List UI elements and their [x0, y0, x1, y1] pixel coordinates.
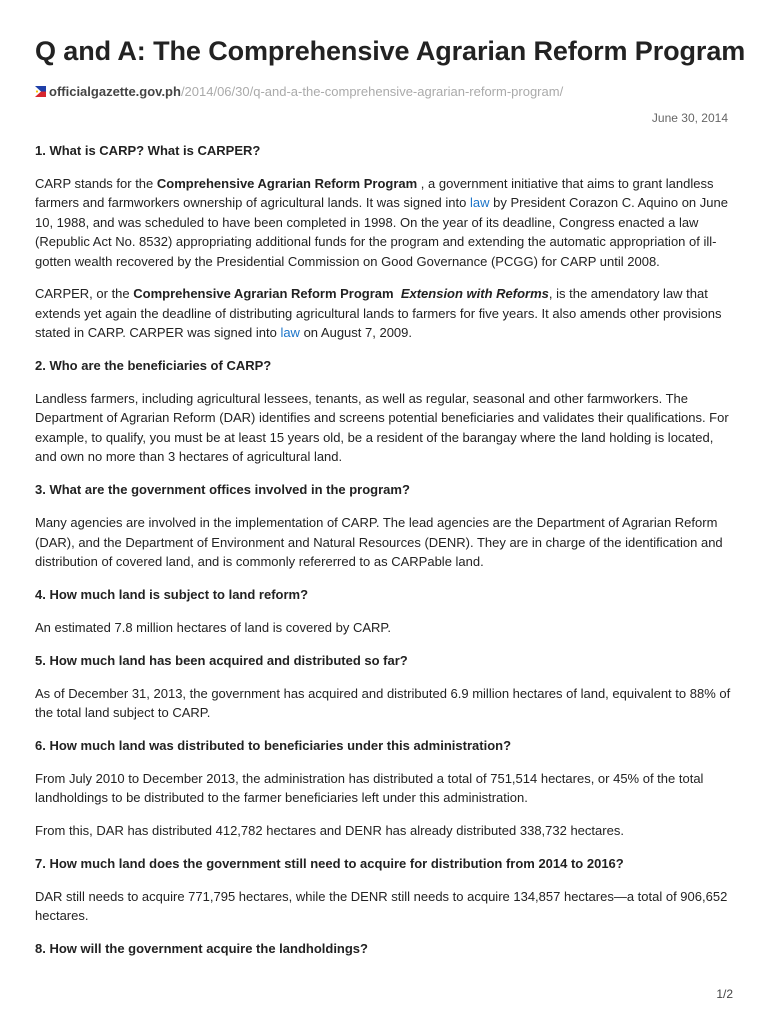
question-heading: 4. How much land is subject to land reform? — [35, 586, 309, 602]
question-heading: 5. How much land has been acquired and distributed so far? — [35, 652, 408, 668]
law-link[interactable]: law — [280, 325, 300, 341]
question-heading: 1. What is CARP? What is CARPER? — [35, 143, 261, 158]
source-path-link[interactable]: /2014/06/30/q-and-a-the-comprehensive-agrarian-reform-program/ — [180, 84, 564, 99]
answer-text: on August 7, 2009. — [299, 325, 412, 341]
answer-paragraph: From July 2010 to December 2013, the administration has distributed a total of 751,514 hectares, or 45% of the total landholdings to be distributed to the farmer beneficiaries left under this administration. — [35, 770, 704, 806]
answer-paragraph: As of December 31, 2013, the government has acquired and distributed 6.9 million hectares of land, equivalent to 88% of the total land subject to CARP. — [35, 685, 731, 720]
answer-paragraph — [35, 284, 735, 342]
answer-text: , a government initiative that aims to grant landless farmers and farmworkers ownership of agricultural lands. It was signed into — [35, 175, 714, 211]
article-body — [35, 141, 735, 972]
question-heading: 3. What are the government offices involved in the program? — [35, 482, 410, 498]
answer-paragraph: From this, DAR has distributed 412,782 hectares and DENR has already distributed 338,732 hectares. — [35, 823, 624, 839]
answer-text: by President Corazon C. Aquino on June 10, 1988, and was scheduled to have been completed in 1998. On the year of its deadline, Congress enacted a law (Republic Act No. 8532) appropriating additional funds for the program and extending the automatic appropriation of ill-gotten wealth recovered by the Presidential Commission on Good Governance (PCGG) for CARP until 2008. — [35, 195, 728, 269]
answer-text: CARP stands for the — [35, 175, 157, 191]
philippine-flag-icon — [35, 85, 46, 96]
question-heading: 8. How will the government acquire the landholdings? — [35, 941, 368, 957]
source-line — [35, 84, 563, 99]
page-title: Q and A: The Comprehensive Agrarian Reform Program — [35, 36, 746, 66]
answer-paragraph: DAR still needs to acquire 771,795 hectares, while the DENR still needs to acquire 134,857 hectares—a total of 906,652 hectares. — [35, 888, 728, 924]
answer-paragraph: Many agencies are involved in the implementation of CARP. The lead agencies are the Department of Agrarian Reform (DAR), and the Department of Environment and Natural Resources (DENR). They are in charge of the identification and distribution of covered land, and is commonly refererred to as CARPable land. — [35, 515, 723, 569]
answer-paragraph: An estimated 7.8 million hectares of land is covered by CARP. — [35, 619, 391, 635]
question-heading: 2. Who are the beneficiaries of CARP? — [35, 358, 272, 374]
question-heading: 6. How much land was distributed to beneficiaries under this administration? — [35, 737, 512, 753]
source-domain-link[interactable]: officialgazette.gov.ph — [49, 84, 181, 99]
page-number: 1/2 — [716, 987, 733, 1001]
answer-paragraph — [35, 174, 735, 271]
question-heading: 7. How much land does the government still need to acquire for distribution from 2014 to 2016? — [35, 855, 624, 871]
program-name: Comprehensive Agrarian Reform Program — [133, 286, 394, 302]
program-extension-name: Extension with Reforms — [400, 286, 549, 302]
law-link[interactable]: law — [469, 195, 490, 211]
program-name: Comprehensive Agrarian Reform Program — [156, 175, 418, 191]
answer-text: , is the amendatory law that extends yet again the deadline of distributing agricultural lands to farmers for five years. It also amends other provisions stated in CARP. CARPER was signed into — [35, 286, 722, 341]
publish-date: June 30, 2014 — [651, 111, 728, 125]
answer-paragraph: Landless farmers, including agricultural lessees, tenants, as well as regular, seasonal and other farmworkers. The Department of Agrarian Reform (DAR) identifies and screens potential beneficiaries and validates their qualifications. For example, to qualify, you must be at least 15 years old, be a resident of the barangay where the land holding is located, and own no more than 3 hectares of agricultural land. — [35, 391, 729, 465]
answer-text: CARPER, or the — [35, 286, 134, 302]
